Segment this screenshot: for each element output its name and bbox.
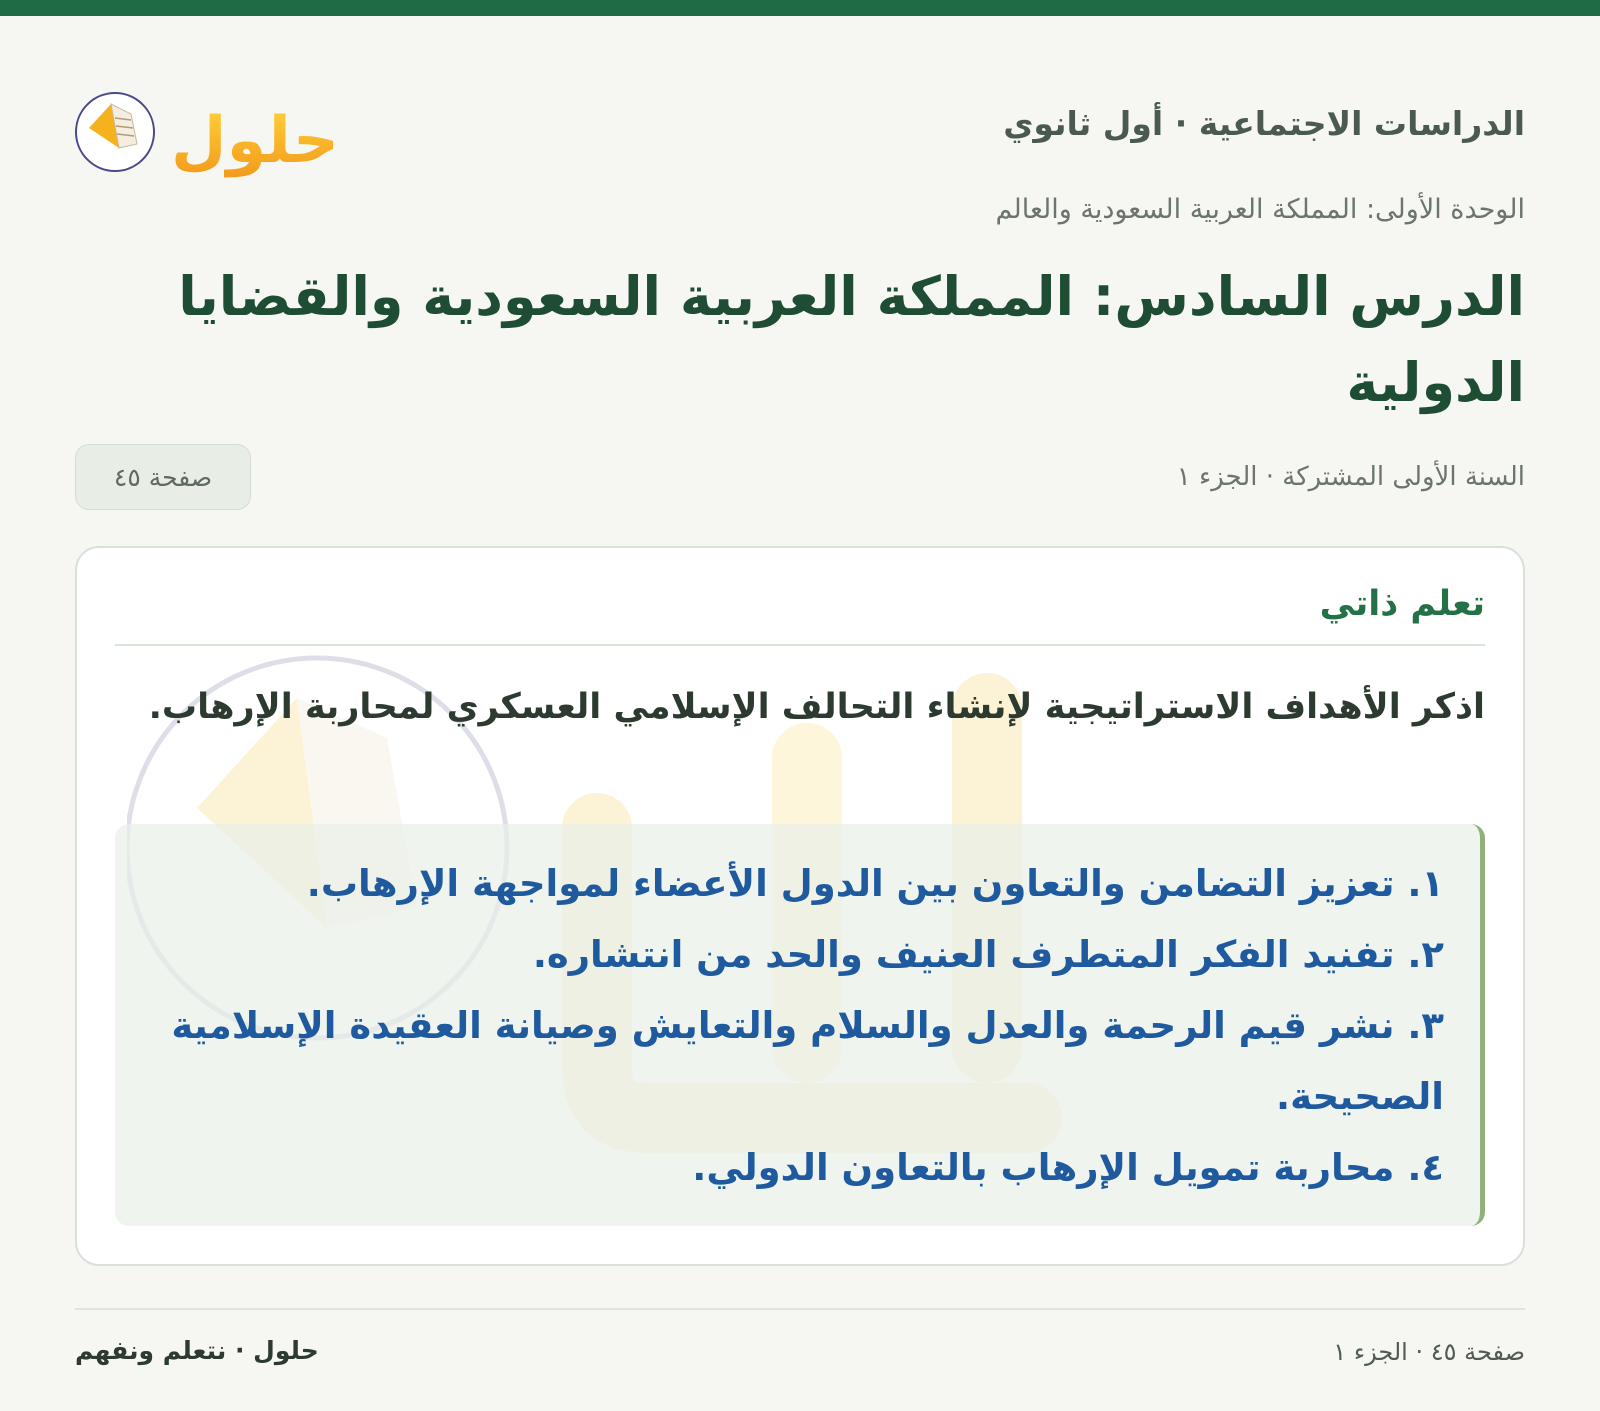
header — [75, 50, 1525, 178]
answer-item: ٢. تفنيد الفكر المتطرف العنيف والحد من انتشاره. — [532, 933, 1444, 976]
course-info: السنة الأولى المشتركة · الجزء ١ — [1176, 462, 1525, 492]
answer-list — [145, 848, 1444, 1203]
card-divider — [115, 644, 1485, 646]
unit-label: الوحدة الأولى: المملكة العربية السعودية والعالم — [995, 194, 1525, 225]
footer-page-info: صفحة ٤٥ · الجزء ١ — [1333, 1338, 1525, 1366]
card-heading: تعلم ذاتي — [1319, 584, 1485, 624]
lesson-title: الدرس السادس: المملكة العربية السعودية والقضايا الدولية — [178, 265, 1525, 414]
page-badge: صفحة ٤٥ — [75, 444, 251, 510]
logo-graphic — [75, 70, 335, 178]
logo-text: حلول — [171, 104, 335, 178]
hulul-logo[interactable] — [75, 70, 335, 178]
meta-row — [75, 444, 1525, 510]
top-accent-bar — [0, 0, 1600, 16]
footer-brand: حلول · نتعلم ونفهم — [75, 1336, 319, 1365]
self-learning-card — [75, 546, 1525, 1266]
footer-divider — [75, 1308, 1525, 1310]
answer-box — [115, 824, 1485, 1226]
answer-item: ٤. محاربة تمويل الإرهاب بالتعاون الدولي. — [692, 1146, 1444, 1189]
subject-title: الدراسات الاجتماعية · أول ثانوي — [1003, 104, 1525, 143]
answer-item: ٣. نشر قيم الرحمة والعدل والسلام والتعايش وصيانة العقيدة الإسلامية الصحيحة. — [171, 1004, 1444, 1118]
question-text: اذكر الأهداف الاستراتيجية لإنشاء التحالف الإسلامي العسكري لمحاربة الإرهاب. — [148, 687, 1485, 727]
answer-item: ١. تعزيز التضامن والتعاون بين الدول الأعضاء لمواجهة الإرهاب. — [306, 862, 1444, 905]
page — [75, 16, 1525, 1411]
